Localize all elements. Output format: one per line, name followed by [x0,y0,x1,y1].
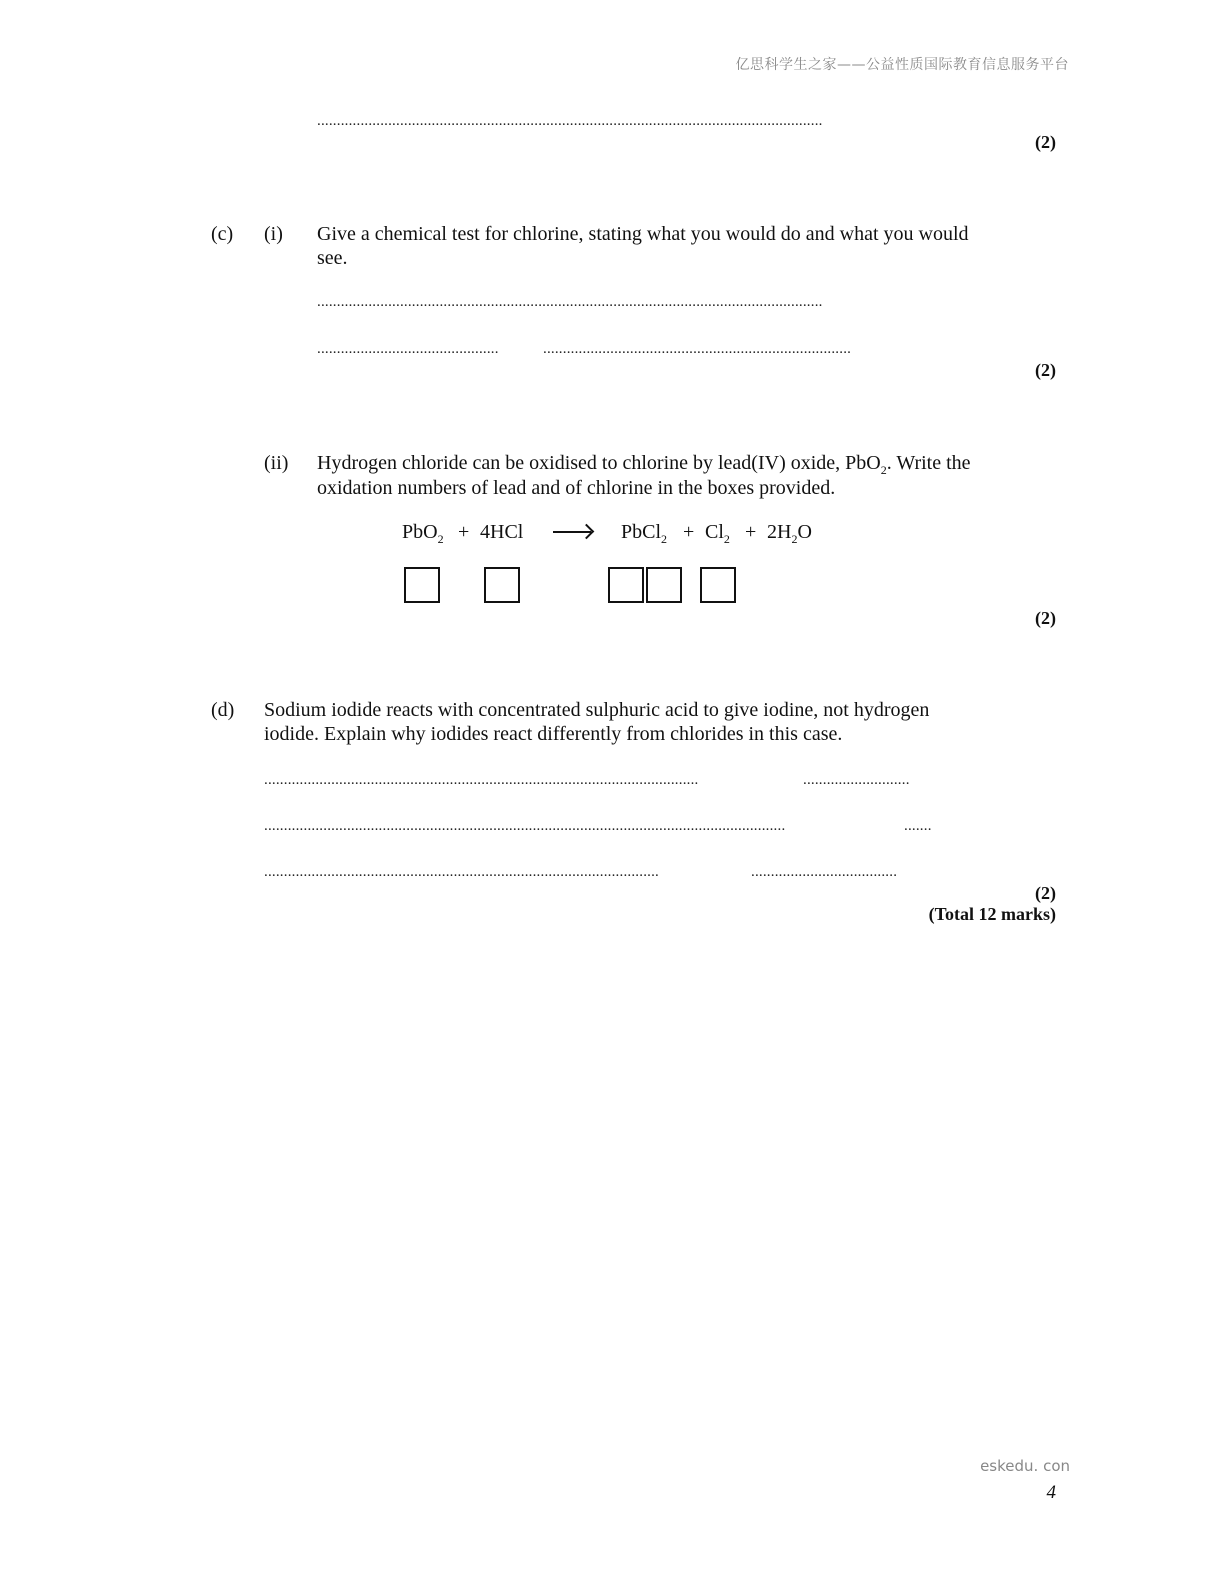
answer-box-cl-in-cl2[interactable] [700,567,736,603]
answer-line: ....... [904,818,932,834]
marks-label: (2) [1035,132,1056,152]
question-text: Hydrogen chloride can be oxidised to chlorine by lead(IV) oxide, PbO$_2$. Write the [317,452,971,477]
answer-line: ................................................................................................................................ [317,294,823,310]
page-number: 4 [1046,1482,1056,1503]
answer-line: .................................................................................................................................... [264,818,786,834]
answer-line: ..................................... [751,864,898,880]
answer-line: .............................................................................. [543,341,852,357]
answer-line: ........................... [803,772,910,788]
part-label-d: (d) [211,699,235,721]
formula-cl2: $Cl_2$ [705,521,730,546]
answer-box-cl-in-pbcl2[interactable] [646,567,682,603]
question-text: see. [317,247,348,269]
answer-box-pb-in-pbo2[interactable] [404,567,440,603]
reaction-arrow-icon [553,531,591,533]
formula-hcl: 4HCl [480,521,524,543]
header-watermark: 亿思科学生之家——公益性质国际教育信息服务平台 [735,57,1069,73]
question-text: iodide. Explain why iodides react differently from chlorides in this case. [264,723,843,745]
answer-line: .............................................. [317,341,499,357]
plus-sign: + [745,521,757,543]
subpart-label-i: (i) [264,223,283,245]
answer-box-cl-in-hcl[interactable] [484,567,520,603]
marks-label: (2) [1035,360,1056,380]
answer-line: .................................................................................................... [264,864,659,880]
plus-sign: + [458,521,470,543]
answer-box-pb-in-pbcl2[interactable] [608,567,644,603]
part-label-c: (c) [211,223,234,245]
question-text: Give a chemical test for chlorine, stating what you would do and what you would [317,223,969,245]
formula-pbo2: PbO$_2$ [402,521,444,546]
answer-line: .............................................................................................................. [264,772,699,788]
total-marks: (Total 12 marks) [928,904,1056,924]
marks-label: (2) [1035,608,1056,628]
subpart-label-ii: (ii) [264,452,289,474]
question-text: Sodium iodide reacts with concentrated sulphuric acid to give iodine, not hydrogen [264,699,930,721]
marks-label: (2) [1035,883,1056,903]
question-text: oxidation numbers of lead and of chlorine in the boxes provided. [317,477,836,499]
answer-line: ................................................................................................................................ [317,113,823,129]
footer-url: eskedu. con [980,1457,1070,1475]
formula-h2o: $2H_2O$ [767,521,812,546]
formula-pbcl2: PbCl$_2$ [621,521,668,546]
plus-sign: + [683,521,695,543]
